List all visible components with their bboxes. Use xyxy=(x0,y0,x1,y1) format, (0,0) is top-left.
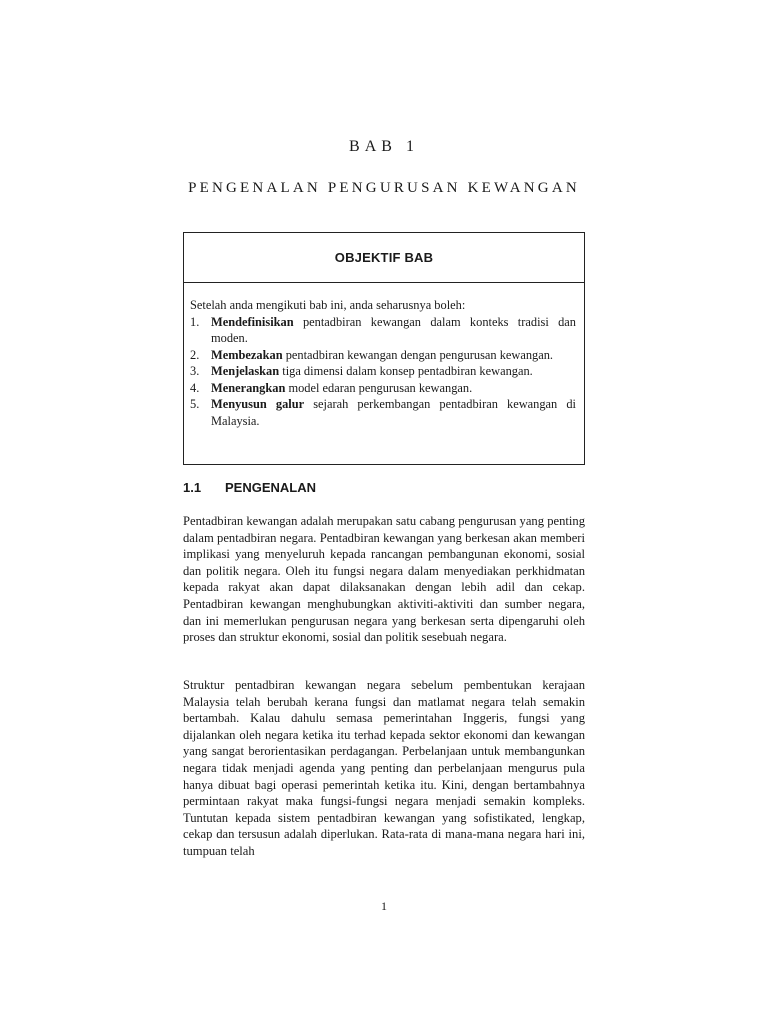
objective-number: 3. xyxy=(190,364,200,378)
objective-item xyxy=(190,363,576,380)
objective-verb: Mendefinisikan xyxy=(211,314,294,329)
objectives-header xyxy=(184,233,584,283)
objective-description: model edaran pengurusan kewangan. xyxy=(285,380,473,395)
objective-description: tiga dimensi dalam konsep pentadbiran kewangan. xyxy=(279,364,533,378)
objective-item xyxy=(190,380,576,397)
section-title: PENGENALAN xyxy=(225,480,317,495)
objective-number: 4. xyxy=(190,380,200,395)
objective-description: pentadbiran kewangan dengan pengurusan kewangan. xyxy=(282,347,554,362)
body-paragraph: Pentadbiran kewangan adalah merupakan satu cabang pengurusan yang penting dalam pentadbiran negara. Pentadbiran kewangan yang berkesan akan memberi implikasi yang menyeluruh kepada rancangan pembangunan ekonomi, sosial dan politik negara. Oleh itu fungsi negara dalam menyediakan perkhidmatan kepada rakyat akan dapat dilaksanakan dengan lebih adil dan cekap. Pentadbiran kewangan menghubungkan aktiviti-aktiviti dan sumber negara, dan ini memerlukan pengurusan negara yang berkesan serta dipengaruhi oleh proses dan struktur ekonomi, sosial dan politik sesebuah negara. xyxy=(183,514,585,645)
objective-text xyxy=(211,314,576,347)
objectives-intro: Setelah anda mengikuti bab ini, anda seharusnya boleh: xyxy=(190,298,466,312)
objective-text xyxy=(211,396,576,429)
objectives-body xyxy=(184,283,584,429)
chapter-number: BAB 1 xyxy=(349,138,419,155)
body-paragraph: Struktur pentadbiran kewangan negara sebelum pembentukan kerajaan Malaysia telah berubah kerana fungsi dan matlamat negara telah semakin bertambah. Kalau dahulu semasa pemerintahan Inggeris, fungsi yang dijalankan oleh negara ketika itu terhad kepada sektor ekonomi dan kewangan yang sangat berorientasikan perdagangan. Perbelanjaan untuk membangunkan negara tidak menjadi agenda yang penting dan perbelanjaan mengurus pula hanya dibuat bagi operasi pemerintah ketika itu. Kini, dengan bertambahnya permintaan rakyat maka fungsi-fungsi negara menjadi semakin kompleks. Tuntutan kepada sistem pentadbiran kewangan yang sofistikated, lengkap, cekap dan tersusun adalah diperlukan. Rata-rata di mana-mana negara hari ini, tumpuan telah xyxy=(183,678,585,858)
objectives-box xyxy=(183,232,585,465)
objective-verb: Menjelaskan xyxy=(211,364,280,378)
section-heading xyxy=(183,480,316,495)
objective-item xyxy=(190,396,576,429)
objective-text xyxy=(211,363,576,380)
objective-item xyxy=(190,314,576,347)
objective-text xyxy=(211,380,576,397)
objective-number: 1. xyxy=(190,314,200,329)
objective-description: pentadbiran kewangan dalam konteks tradisi dan moden. xyxy=(211,314,576,345)
objective-verb: Menerangkan xyxy=(211,380,286,395)
objective-text xyxy=(211,347,576,364)
objective-number: 5. xyxy=(190,397,200,411)
objective-verb: Menyusun galur xyxy=(211,397,305,411)
objective-item xyxy=(190,347,576,364)
objective-number: 2. xyxy=(190,347,200,362)
section-number: 1.1 xyxy=(183,480,202,495)
chapter-title: PENGENALAN PENGURUSAN KEWANGAN xyxy=(188,180,580,196)
objectives-list xyxy=(190,314,576,430)
page-number: 1 xyxy=(381,899,387,913)
objective-verb: Membezakan xyxy=(211,347,283,362)
objective-description: sejarah perkembangan pentadbiran kewangan di Malaysia. xyxy=(211,397,576,428)
objectives-title: OBJEKTIF BAB xyxy=(334,250,434,265)
